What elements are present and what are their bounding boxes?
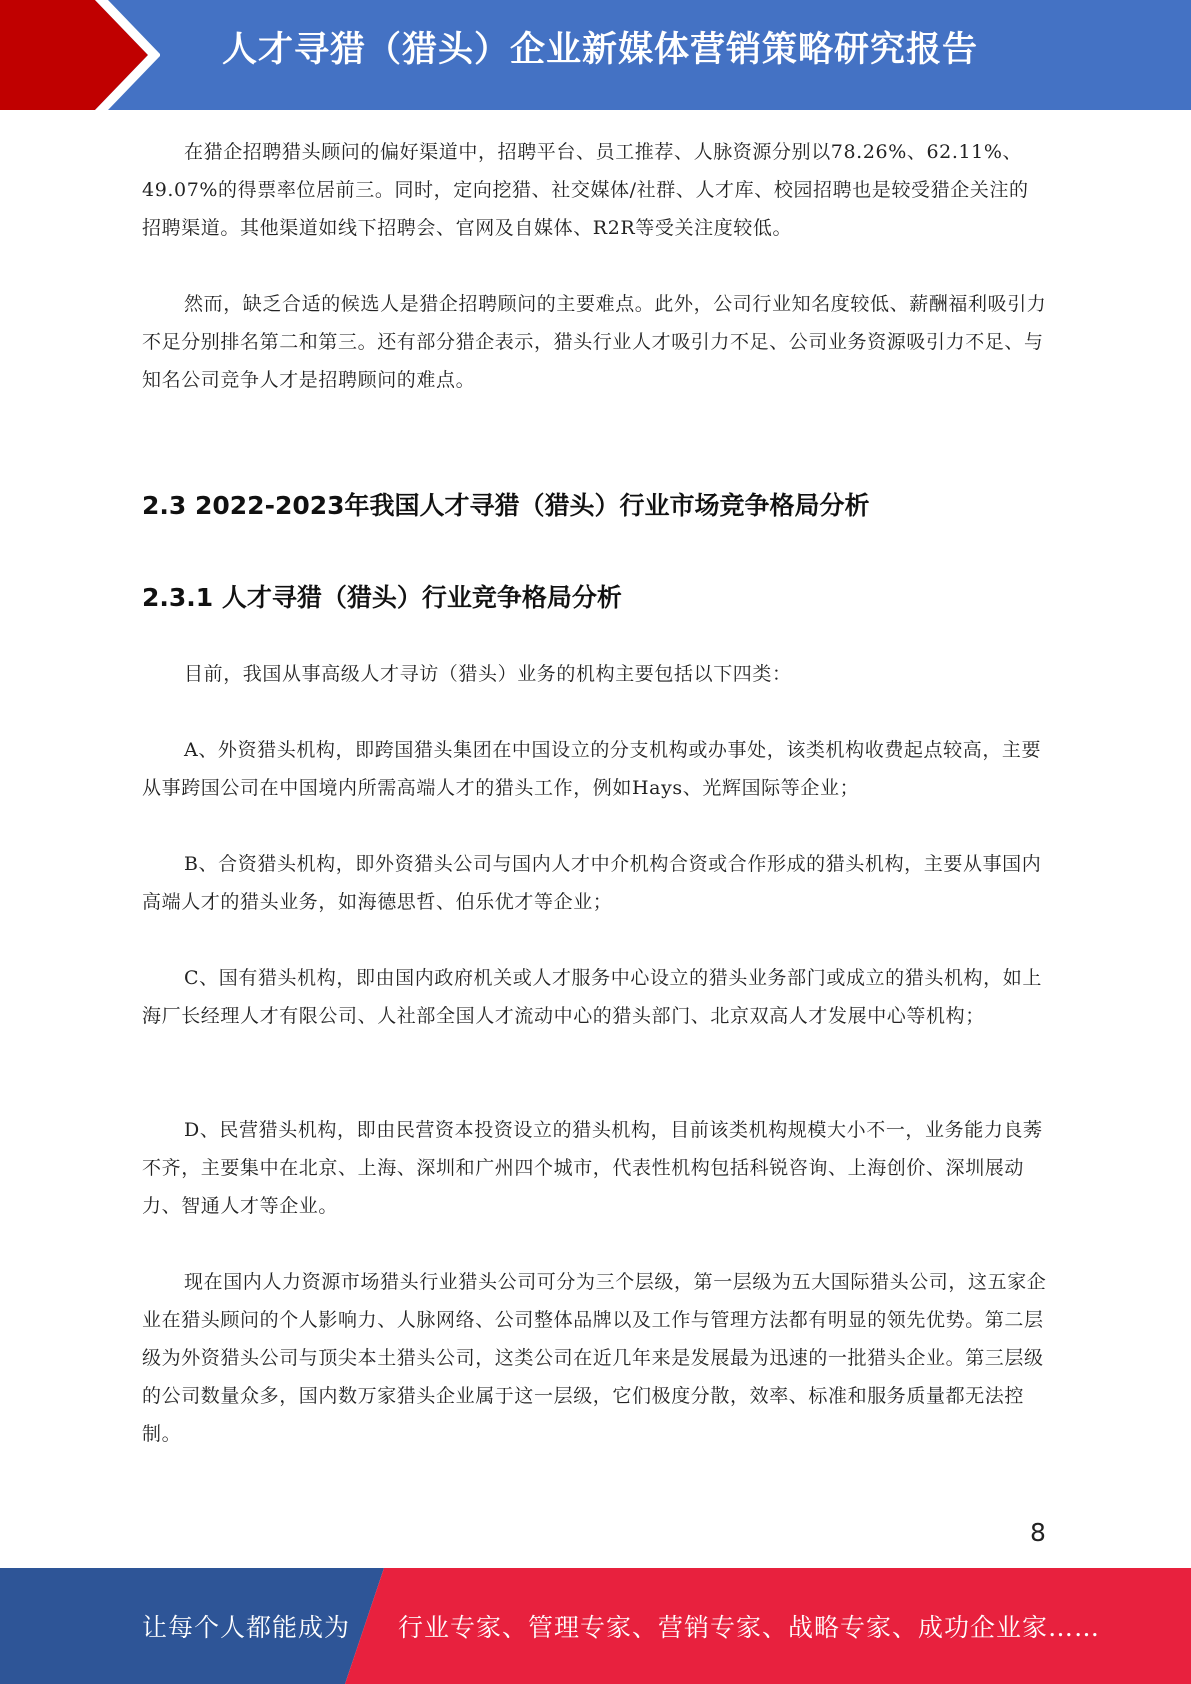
paragraph-recruit-difficulties: 然而，缺乏合适的候选人是猎企招聘顾问的主要难点。此外，公司行业知名度较低、薪酬福利吸引力不足分别排名第二和第三。还有部分猎企表示，猎头行业人才吸引力不足、公司业务资源吸引力不足、与知名公司竞争人才是招聘顾问的难点。 [142, 293, 1047, 391]
paragraph-intro-four-types: 目前，我国从事高级人才寻访（猎头）业务的机构主要包括以下四类： [184, 663, 792, 685]
footer-slogan-right: 行业专家、管理专家、营销专家、战略专家、成功企业家…… [398, 1613, 1101, 1642]
page-number: 8 [1030, 1518, 1046, 1547]
footer-slogan-left: 让每个人都能成为 [142, 1613, 351, 1642]
page-header [0, 0, 1191, 110]
paragraph-type-a: A、外资猎头机构，即跨国猎头集团在中国设立的分支机构或办事处，该类机构收费起点较高，主要从事跨国公司在中国境内所需高端人才的猎头工作，例如Hays、光辉国际等企业； [142, 739, 1042, 799]
paragraph-type-b: B、合资猎头机构，即外资猎头公司与国内人才中介机构合资或合作形成的猎头机构，主要从事国内高端人才的猎头业务，如海德思哲、伯乐优才等企业； [142, 853, 1042, 913]
header-title: 人才寻猎（猎头）企业新媒体营销策略研究报告 [222, 30, 979, 70]
paragraph-tiers: 现在国内人力资源市场猎头行业猎头公司可分为三个层级，第一层级为五大国际猎头公司，这五家企业在猎头顾问的个人影响力、人脉网络、公司整体品牌以及工作与管理方法都有明显的领先优势。第二层级为外资猎头公司与顶尖本土猎头公司，这类公司在近几年来是发展最为迅速的一批猎头企业。第三层级的公司数量众多，国内数万家猎头企业属于这一层级，它们极度分散，效率、标准和服务质量都无法控制。 [142, 1271, 1047, 1445]
section-heading-2-3-1: 2.3.1 人才寻猎（猎头）行业竞争格局分析 [142, 583, 622, 612]
paragraph-type-d: D、民营猎头机构，即由民营资本投资设立的猎头机构，目前该类机构规模大小不一，业务能力良莠不齐，主要集中在北京、上海、深圳和广州四个城市，代表性机构包括科锐咨询、上海创价、深圳展动力、智通人才等企业。 [142, 1119, 1043, 1217]
chevron-arrow-icon [0, 0, 160, 110]
page-footer [0, 1568, 1191, 1684]
paragraph-recruit-channels: 在猎企招聘猎头顾问的偏好渠道中，招聘平台、员工推荐、人脉资源分别以78.26%、62.11%、49.07%的得票率位居前三。同时，定向挖猎、社交媒体/社群、人才库、校园招聘也是较受猎企关注的招聘渠道。其他渠道如线下招聘会、官网及自媒体、R2R等受关注度较低。 [142, 141, 1029, 239]
section-heading-2-3: 2.3 2022-2023年我国人才寻猎（猎头）行业市场竞争格局分析 [142, 491, 870, 520]
paragraph-type-c: C、国有猎头机构，即由国内政府机关或人才服务中心设立的猎头业务部门或成立的猎头机构，如上海厂长经理人才有限公司、人社部全国人才流动中心的猎头部门、北京双高人才发展中心等机构； [142, 967, 1042, 1027]
